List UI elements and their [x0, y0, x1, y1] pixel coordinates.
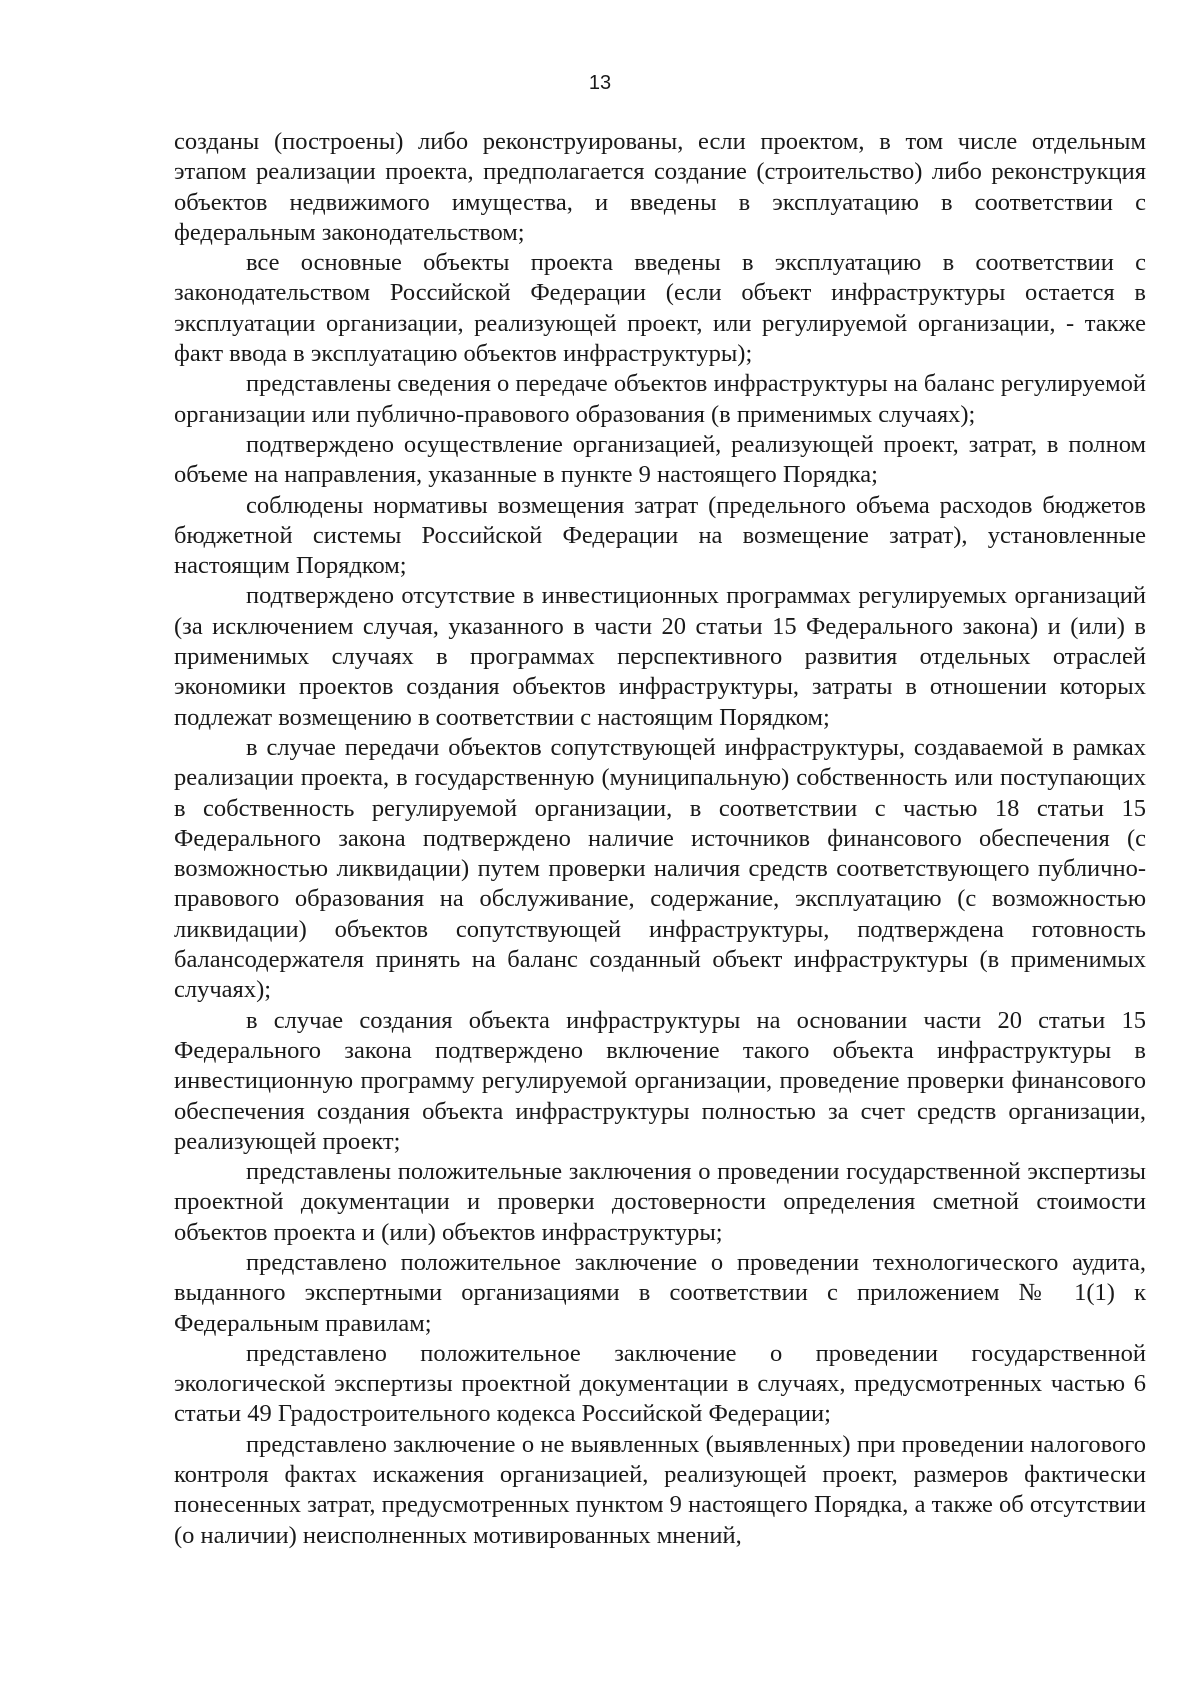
- paragraph-construction: созданы (построены) либо реконструированы, если проектом, в том числе отдельным этапом реализации проекта, предполагается создание (строительство) либо реконструкция объектов недвижимого имущества, и введены в эксплуатацию в соответствии с федеральным законодательством;: [174, 128, 1146, 246]
- paragraph-commissioning: все основные объекты проекта введены в эксплуатацию в соответствии с законодательством Российской Федерации (если объект инфраструктуры остается в эксплуатации организации, реализующей проект, или регулируемой организации, - также факт ввода в эксплуатацию объектов инфраструктуры);: [174, 249, 1146, 368]
- paragraph-tax-control: представлено заключение о не выявленных (выявленных) при проведении налогового контроля фактах искажения организацией, реализующей проект, размеров фактически понесенных затрат, предусмотренных пунктом 9 настоящего Порядка, а также об отсутствии (о наличии) неисполненных мотивированных мнений,: [174, 1430, 1146, 1549]
- paragraph-tech-audit: представлено положительное заключение о проведении технологического аудита, выданного экспертными организациями в соответствии с приложением № 1(1) к Федеральным правилам;: [174, 1248, 1146, 1337]
- document-body: [174, 127, 1146, 1551]
- page-number: 13: [588, 72, 612, 94]
- paragraph-balance-transfer: представлены сведения о передаче объектов инфраструктуры на баланс регулируемой организации или публично-правового образования (в применимых случаях);: [174, 370, 1146, 428]
- paragraph-state-expertise: представлены положительные заключения о проведении государственной экспертизы проектной документации и проверки достоверности определения сметной стоимости объектов проекта и (или) объектов инфраструктуры;: [174, 1158, 1146, 1246]
- paragraph-related-infrastructure: в случае передачи объектов сопутствующей инфраструктуры, создаваемой в рамках реализации проекта, в государственную (муниципальную) собственность или поступающих в собственность регулируемой организации, в соответствии с частью 18 статьи 15 Федерального закона подтверждено наличие источников финансового обеспечения (с возможностью ликвидации) путем проверки наличия средств соответствующего публично-правового образования на обслуживание, содержание, эксплуатацию (с возможностью ликвидации) объектов сопутствующей инфраструктуры, подтверждена готовность балансодержателя принять на баланс созданный объект инфраструктуры (в применимых случаях);: [174, 733, 1146, 1004]
- paragraph-eco-expertise: представлено положительное заключение о проведении государственной экологической экспертизы проектной документации в случаях, предусмотренных частью 6 статьи 49 Градостроительного кодекса Российской Федерации;: [174, 1339, 1146, 1428]
- paragraph-reimbursement-norms: соблюдены нормативы возмещения затрат (предельного объема расходов бюджетов бюджетной системы Российской Федерации на возмещение затрат), установленные настоящим Порядком;: [174, 491, 1146, 580]
- paragraph-investment-programs: подтверждено отсутствие в инвестиционных программах регулируемых организаций (за исключением случая, указанного в части 20 статьи 15 Федерального закона) и (или) в применимых случаях в программах перспективного развития отдельных отраслей экономики проектов создания объектов инфраструктуры, затраты в отношении которых подлежат возмещению в соответствии с настоящим Порядком;: [174, 582, 1146, 731]
- paragraph-costs-confirmed: подтверждено осуществление организацией, реализующей проект, затрат, в полном объеме на направления, указанные в пункте 9 настоящего Порядка;: [174, 430, 1146, 489]
- paragraph-part-20: в случае создания объекта инфраструктуры на основании части 20 статьи 15 Федерального закона подтверждено включение такого объекта инфраструктуры в инвестиционную программу регулируемой организации, проведение проверки финансового обеспечения создания объекта инфраструктуры полностью за счет средств организации, реализующей проект;: [174, 1006, 1146, 1155]
